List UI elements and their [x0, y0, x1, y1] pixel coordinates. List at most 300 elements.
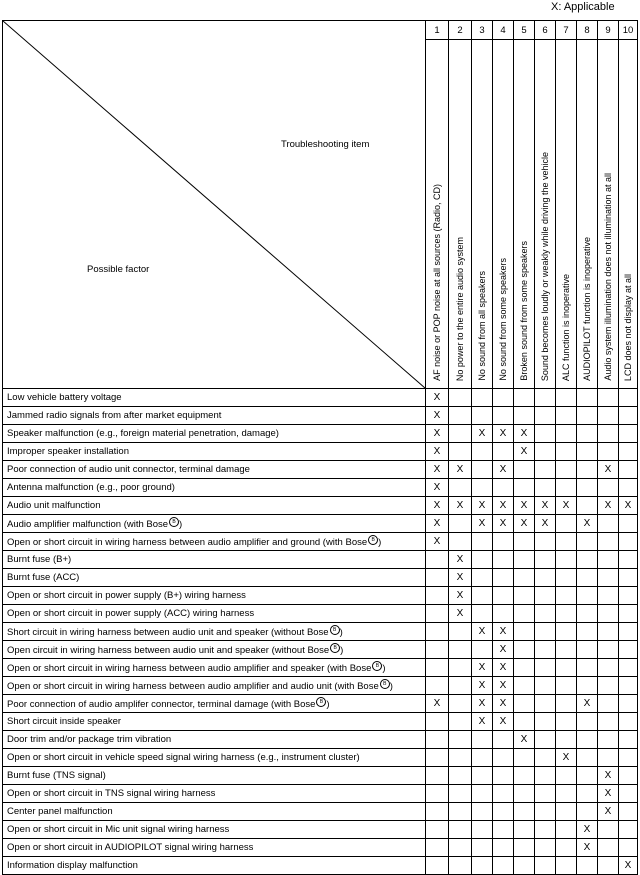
- applicable-mark-cell: [619, 749, 638, 767]
- applicable-mark-cell: [556, 821, 577, 839]
- applicable-mark-cell: [556, 731, 577, 749]
- applicable-mark-cell: X: [493, 461, 514, 479]
- applicable-mark-cell: X: [577, 839, 598, 857]
- applicable-mark-cell: [426, 587, 449, 605]
- table-row: [3, 425, 638, 443]
- applicable-mark-cell: [472, 803, 493, 821]
- applicable-mark-cell: [619, 515, 638, 533]
- applicable-mark-cell: X: [514, 497, 535, 515]
- table-row: [3, 731, 638, 749]
- applicable-mark-cell: [472, 587, 493, 605]
- table-row: [3, 587, 638, 605]
- applicable-mark-cell: [619, 695, 638, 713]
- applicable-mark-cell: [514, 695, 535, 713]
- possible-factor-cell: [3, 533, 426, 551]
- applicable-mark-cell: [449, 749, 472, 767]
- applicable-mark-cell: X: [598, 461, 619, 479]
- applicable-mark-cell: [449, 389, 472, 407]
- applicable-mark-cell: [619, 803, 638, 821]
- applicable-mark-cell: [472, 407, 493, 425]
- applicable-mark-cell: [535, 479, 556, 497]
- applicable-mark-cell: [449, 839, 472, 857]
- applicable-mark-cell: [598, 839, 619, 857]
- applicable-mark-cell: X: [598, 803, 619, 821]
- column-number: 7: [556, 21, 577, 40]
- applicable-mark-cell: [535, 461, 556, 479]
- applicable-mark-cell: [577, 713, 598, 731]
- applicable-mark-cell: [577, 677, 598, 695]
- factor-text: Center panel malfunction: [7, 806, 113, 817]
- applicable-mark-cell: [598, 587, 619, 605]
- possible-factor-cell: [3, 767, 426, 785]
- applicable-mark-cell: [426, 731, 449, 749]
- factor-text: Burnt fuse (TNS signal): [7, 770, 106, 781]
- factor-text: Burnt fuse (B+): [7, 554, 72, 565]
- factor-text: Audio unit malfunction: [7, 500, 101, 511]
- applicable-mark-cell: [535, 425, 556, 443]
- bose-symbol-icon: B: [330, 625, 340, 635]
- applicable-mark-cell: [535, 821, 556, 839]
- applicable-mark-cell: [598, 641, 619, 659]
- column-number: 4: [493, 21, 514, 40]
- applicable-mark-cell: [556, 623, 577, 641]
- applicable-mark-cell: [426, 605, 449, 623]
- table-row: [3, 713, 638, 731]
- table-row: [3, 767, 638, 785]
- applicable-mark-cell: [619, 641, 638, 659]
- applicable-mark-cell: [619, 605, 638, 623]
- column-number: 1: [426, 21, 449, 40]
- factor-text: Jammed radio signals from after market equipment: [7, 410, 222, 421]
- applicable-mark-cell: X: [493, 641, 514, 659]
- applicable-mark-cell: [598, 713, 619, 731]
- applicable-mark-cell: [472, 479, 493, 497]
- applicable-mark-cell: [472, 461, 493, 479]
- applicable-mark-cell: [426, 659, 449, 677]
- applicable-mark-cell: X: [449, 605, 472, 623]
- applicable-mark-cell: [556, 785, 577, 803]
- table-row: [3, 515, 638, 533]
- applicable-mark-cell: [556, 407, 577, 425]
- applicable-mark-cell: [493, 587, 514, 605]
- factor-text: Open or short circuit in wiring harness between audio amplifier and speaker (with Bose: [7, 663, 372, 675]
- applicable-mark-cell: X: [577, 695, 598, 713]
- applicable-mark-cell: [493, 785, 514, 803]
- applicable-mark-cell: [514, 659, 535, 677]
- applicable-mark-cell: [449, 533, 472, 551]
- applicable-mark-cell: [514, 479, 535, 497]
- column-header-label: Broken sound from some speakers: [518, 241, 529, 381]
- applicable-mark-cell: X: [426, 407, 449, 425]
- applicable-mark-cell: X: [598, 497, 619, 515]
- applicable-mark-cell: X: [426, 443, 449, 461]
- applicable-mark-cell: X: [449, 551, 472, 569]
- applicable-mark-cell: [514, 533, 535, 551]
- applicable-mark-cell: [493, 551, 514, 569]
- applicable-mark-cell: [493, 569, 514, 587]
- applicable-mark-cell: [514, 389, 535, 407]
- applicable-mark-cell: X: [426, 461, 449, 479]
- applicable-mark-cell: [577, 551, 598, 569]
- applicable-mark-cell: [449, 515, 472, 533]
- applicable-mark-cell: [556, 767, 577, 785]
- applicable-mark-cell: [619, 839, 638, 857]
- applicable-mark-cell: [449, 479, 472, 497]
- applicable-mark-cell: [449, 623, 472, 641]
- factor-suffix: ): [340, 645, 344, 657]
- applicable-mark-cell: [426, 839, 449, 857]
- factor-text: Poor connection of audio unit connector, terminal damage: [7, 464, 250, 475]
- applicable-mark-cell: [598, 695, 619, 713]
- column-header-label: ALC function is inoperative: [560, 273, 571, 381]
- column-header: [598, 40, 619, 389]
- applicable-mark-cell: [619, 713, 638, 731]
- table-row: [3, 641, 638, 659]
- applicable-mark-cell: [493, 821, 514, 839]
- factor-text: Open circuit in wiring harness between audio unit and speaker (without Bose: [7, 645, 330, 657]
- applicable-mark-cell: [598, 479, 619, 497]
- applicable-mark-cell: [556, 677, 577, 695]
- factor-text: Open or short circuit in Mic unit signal wiring harness: [7, 824, 230, 835]
- applicable-mark-cell: [598, 731, 619, 749]
- applicable-mark-cell: [426, 569, 449, 587]
- applicable-mark-cell: [472, 731, 493, 749]
- applicable-mark-cell: [619, 407, 638, 425]
- applicable-mark-cell: X: [535, 515, 556, 533]
- applicable-mark-cell: [493, 857, 514, 875]
- applicable-mark-cell: X: [472, 515, 493, 533]
- applicable-mark-cell: [598, 677, 619, 695]
- applicable-mark-cell: [556, 713, 577, 731]
- factor-text: Open or short circuit in vehicle speed signal wiring harness (e.g., instrument cluster): [7, 752, 360, 763]
- table-row: [3, 857, 638, 875]
- applicable-mark-cell: [619, 425, 638, 443]
- possible-factor-cell: [3, 803, 426, 821]
- column-header-label: AUDIOPILOT function is inoperative: [581, 237, 592, 381]
- applicable-mark-cell: X: [472, 497, 493, 515]
- applicable-mark-cell: X: [556, 749, 577, 767]
- factor-text: Open or short circuit in AUDIOPILOT signal wiring harness: [7, 842, 254, 853]
- applicable-mark-cell: [535, 839, 556, 857]
- applicable-mark-cell: [472, 569, 493, 587]
- possible-factor-cell: [3, 551, 426, 569]
- column-number: 6: [535, 21, 556, 40]
- table-row: [3, 623, 638, 641]
- applicable-mark-cell: [514, 749, 535, 767]
- applicable-mark-cell: [535, 389, 556, 407]
- applicable-mark-cell: [619, 533, 638, 551]
- possible-factor-cell: [3, 821, 426, 839]
- applicable-mark-cell: [577, 767, 598, 785]
- applicable-mark-cell: [514, 641, 535, 659]
- column-header-label: No power to the entire audio system: [454, 236, 465, 381]
- applicable-mark-cell: [472, 605, 493, 623]
- applicable-mark-cell: [619, 821, 638, 839]
- column-header: [514, 40, 535, 389]
- applicable-mark-cell: [426, 551, 449, 569]
- applicable-mark-cell: [535, 641, 556, 659]
- applicable-mark-cell: [449, 731, 472, 749]
- applicable-mark-cell: [619, 443, 638, 461]
- applicable-mark-cell: [449, 641, 472, 659]
- applicable-mark-cell: [598, 569, 619, 587]
- applicable-mark-cell: X: [449, 497, 472, 515]
- applicable-mark-cell: [514, 839, 535, 857]
- applicable-mark-cell: [449, 821, 472, 839]
- possible-factor-cell: [3, 857, 426, 875]
- applicable-mark-cell: [493, 389, 514, 407]
- possible-factor-cell: [3, 839, 426, 857]
- diagonal-divider: [3, 21, 425, 388]
- table-row: [3, 497, 638, 515]
- applicable-mark-cell: X: [514, 515, 535, 533]
- applicable-mark-cell: [577, 785, 598, 803]
- column-header: [619, 40, 638, 389]
- applicable-mark-cell: [535, 551, 556, 569]
- applicable-mark-cell: [426, 641, 449, 659]
- possible-factor-cell: [3, 713, 426, 731]
- factor-text: Low vehicle battery voltage: [7, 392, 122, 403]
- applicable-mark-cell: X: [598, 767, 619, 785]
- column-header-label: AF noise or POP noise at all sources (Radio, CD): [431, 184, 442, 381]
- applicable-mark-cell: [619, 731, 638, 749]
- factor-suffix: ): [382, 663, 386, 675]
- applicable-mark-cell: X: [493, 425, 514, 443]
- factor-text: Open or short circuit in power supply (B+) wiring harness: [7, 590, 246, 601]
- possible-factor-cell: [3, 731, 426, 749]
- table-row: [3, 389, 638, 407]
- possible-factor-label: Possible factor: [87, 264, 150, 275]
- applicable-mark-cell: [556, 443, 577, 461]
- applicable-mark-cell: [619, 587, 638, 605]
- column-number: 10: [619, 21, 638, 40]
- possible-factor-cell: [3, 461, 426, 479]
- applicable-mark-cell: X: [556, 497, 577, 515]
- applicable-mark-cell: X: [493, 623, 514, 641]
- applicable-mark-cell: [535, 731, 556, 749]
- table-row: [3, 551, 638, 569]
- applicable-mark-cell: [472, 749, 493, 767]
- applicable-mark-cell: [535, 695, 556, 713]
- column-number: 3: [472, 21, 493, 40]
- troubleshooting-item-label: Troubleshooting item: [281, 139, 370, 150]
- applicable-mark-cell: X: [493, 695, 514, 713]
- possible-factor-cell: [3, 389, 426, 407]
- applicable-mark-cell: [598, 551, 619, 569]
- applicable-mark-cell: [472, 443, 493, 461]
- applicable-mark-cell: [556, 695, 577, 713]
- applicable-mark-cell: X: [493, 515, 514, 533]
- applicable-mark-cell: X: [619, 857, 638, 875]
- factor-suffix: ): [326, 699, 330, 711]
- applicable-mark-cell: [514, 713, 535, 731]
- applicable-mark-cell: [449, 803, 472, 821]
- applicable-mark-cell: [556, 425, 577, 443]
- applicable-mark-cell: X: [472, 659, 493, 677]
- applicable-mark-cell: [598, 407, 619, 425]
- applicable-mark-cell: [556, 641, 577, 659]
- applicable-mark-cell: [426, 623, 449, 641]
- applicable-mark-cell: [556, 569, 577, 587]
- applicable-mark-cell: [598, 605, 619, 623]
- table-row: [3, 569, 638, 587]
- applicable-mark-cell: [493, 533, 514, 551]
- applicable-mark-cell: X: [426, 389, 449, 407]
- column-header-label: No sound from all speakers: [476, 271, 487, 381]
- applicable-mark-cell: X: [449, 587, 472, 605]
- factor-text: Open or short circuit in TNS signal wiring harness: [7, 788, 216, 799]
- table-row: [3, 839, 638, 857]
- applicable-mark-cell: [493, 767, 514, 785]
- applicable-mark-cell: X: [535, 497, 556, 515]
- column-header-label: LCD does not display at all: [622, 273, 633, 381]
- applicable-mark-cell: [619, 767, 638, 785]
- applicable-mark-cell: [535, 677, 556, 695]
- applicable-mark-cell: X: [449, 461, 472, 479]
- header-corner-cell: [3, 21, 426, 389]
- applicable-mark-cell: [514, 857, 535, 875]
- applicable-mark-cell: [472, 389, 493, 407]
- factor-text: Audio amplifier malfunction (with Bose: [7, 519, 169, 531]
- factor-suffix: ): [179, 519, 183, 531]
- bose-symbol-icon: B: [330, 643, 340, 653]
- column-number: 5: [514, 21, 535, 40]
- possible-factor-cell: [3, 785, 426, 803]
- applicable-mark-cell: [449, 443, 472, 461]
- applicable-mark-cell: [598, 623, 619, 641]
- column-header: [449, 40, 472, 389]
- applicable-mark-cell: [535, 767, 556, 785]
- applicable-mark-cell: [514, 803, 535, 821]
- applicable-mark-cell: [535, 803, 556, 821]
- bose-symbol-icon: B: [316, 697, 326, 707]
- factor-suffix: ): [378, 537, 382, 549]
- applicable-mark-cell: [577, 407, 598, 425]
- possible-factor-cell: [3, 569, 426, 587]
- applicable-mark-cell: [449, 407, 472, 425]
- table-row: [3, 659, 638, 677]
- applicable-mark-cell: [535, 785, 556, 803]
- applicable-mark-cell: [472, 821, 493, 839]
- applicable-mark-cell: [493, 479, 514, 497]
- applicable-mark-cell: X: [493, 677, 514, 695]
- applicable-mark-cell: [449, 713, 472, 731]
- applicable-mark-cell: [535, 857, 556, 875]
- applicable-mark-cell: X: [514, 443, 535, 461]
- applicable-mark-cell: [449, 677, 472, 695]
- applicable-mark-cell: [598, 515, 619, 533]
- applicable-mark-cell: [514, 767, 535, 785]
- applicable-mark-cell: [535, 533, 556, 551]
- applicable-mark-cell: X: [426, 515, 449, 533]
- applicable-mark-cell: X: [472, 623, 493, 641]
- applicable-mark-cell: [577, 479, 598, 497]
- possible-factor-cell: [3, 515, 426, 533]
- applicable-mark-cell: [472, 767, 493, 785]
- applicable-mark-cell: [514, 407, 535, 425]
- applicable-mark-cell: X: [472, 677, 493, 695]
- applicable-mark-cell: [619, 623, 638, 641]
- troubleshooting-matrix: [2, 20, 638, 875]
- applicable-mark-cell: [598, 749, 619, 767]
- applicable-mark-cell: [577, 857, 598, 875]
- table-row: [3, 443, 638, 461]
- table-row: [3, 479, 638, 497]
- applicable-mark-cell: [493, 803, 514, 821]
- column-header-label: Sound becomes loudly or weakly while driving the vehicle: [539, 151, 550, 381]
- applicable-mark-cell: [577, 443, 598, 461]
- possible-factor-cell: [3, 659, 426, 677]
- applicable-mark-cell: [449, 695, 472, 713]
- factor-text: Burnt fuse (ACC): [7, 572, 80, 583]
- possible-factor-cell: [3, 497, 426, 515]
- applicable-mark-cell: [535, 443, 556, 461]
- applicable-mark-cell: [426, 803, 449, 821]
- applicable-mark-cell: [556, 587, 577, 605]
- applicable-mark-cell: [577, 569, 598, 587]
- applicable-mark-cell: [449, 785, 472, 803]
- applicable-mark-cell: [619, 461, 638, 479]
- factor-text: Poor connection of audio amplifer connector, terminal damage (with Bose: [7, 699, 316, 711]
- column-number: 2: [449, 21, 472, 40]
- applicable-mark-cell: [493, 731, 514, 749]
- applicable-mark-cell: [449, 767, 472, 785]
- applicable-mark-cell: [619, 551, 638, 569]
- applicable-mark-cell: X: [426, 479, 449, 497]
- factor-suffix: ): [389, 681, 393, 693]
- applicable-mark-cell: [514, 569, 535, 587]
- applicable-mark-cell: [556, 389, 577, 407]
- possible-factor-cell: [3, 695, 426, 713]
- table-row: [3, 803, 638, 821]
- applicable-mark-cell: X: [514, 425, 535, 443]
- applicable-mark-cell: [577, 425, 598, 443]
- applicable-mark-cell: [619, 569, 638, 587]
- applicable-mark-cell: [556, 839, 577, 857]
- factor-text: Open or short circuit in wiring harness between audio amplifier and audio unit (with Bose: [7, 681, 379, 693]
- applicable-mark-cell: X: [577, 821, 598, 839]
- applicable-mark-cell: X: [426, 695, 449, 713]
- applicable-mark-cell: [535, 407, 556, 425]
- applicable-mark-cell: [535, 659, 556, 677]
- applicable-mark-cell: [556, 479, 577, 497]
- applicable-mark-cell: [426, 749, 449, 767]
- applicable-mark-cell: X: [472, 425, 493, 443]
- applicable-mark-cell: [577, 641, 598, 659]
- applicable-mark-cell: [514, 605, 535, 623]
- factor-text: Improper speaker installation: [7, 446, 129, 457]
- applicable-mark-cell: [619, 479, 638, 497]
- applicable-mark-cell: [577, 461, 598, 479]
- applicable-mark-cell: [577, 389, 598, 407]
- applicable-mark-cell: [577, 605, 598, 623]
- bose-symbol-icon: B: [380, 679, 390, 689]
- applicable-mark-cell: X: [426, 533, 449, 551]
- applicable-mark-cell: X: [426, 497, 449, 515]
- applicable-mark-cell: [493, 407, 514, 425]
- factor-text: Door trim and/or package trim vibration: [7, 734, 172, 745]
- factor-text: Open or short circuit in power supply (ACC) wiring harness: [7, 608, 255, 619]
- applicable-mark-cell: X: [493, 713, 514, 731]
- applicable-mark-cell: [577, 803, 598, 821]
- applicable-mark-cell: [472, 857, 493, 875]
- factor-text: Short circuit inside speaker: [7, 716, 122, 727]
- applicable-mark-cell: [556, 551, 577, 569]
- applicable-mark-cell: [426, 767, 449, 785]
- applicable-mark-cell: [426, 857, 449, 875]
- applicable-mark-cell: [514, 551, 535, 569]
- applicable-mark-cell: [514, 821, 535, 839]
